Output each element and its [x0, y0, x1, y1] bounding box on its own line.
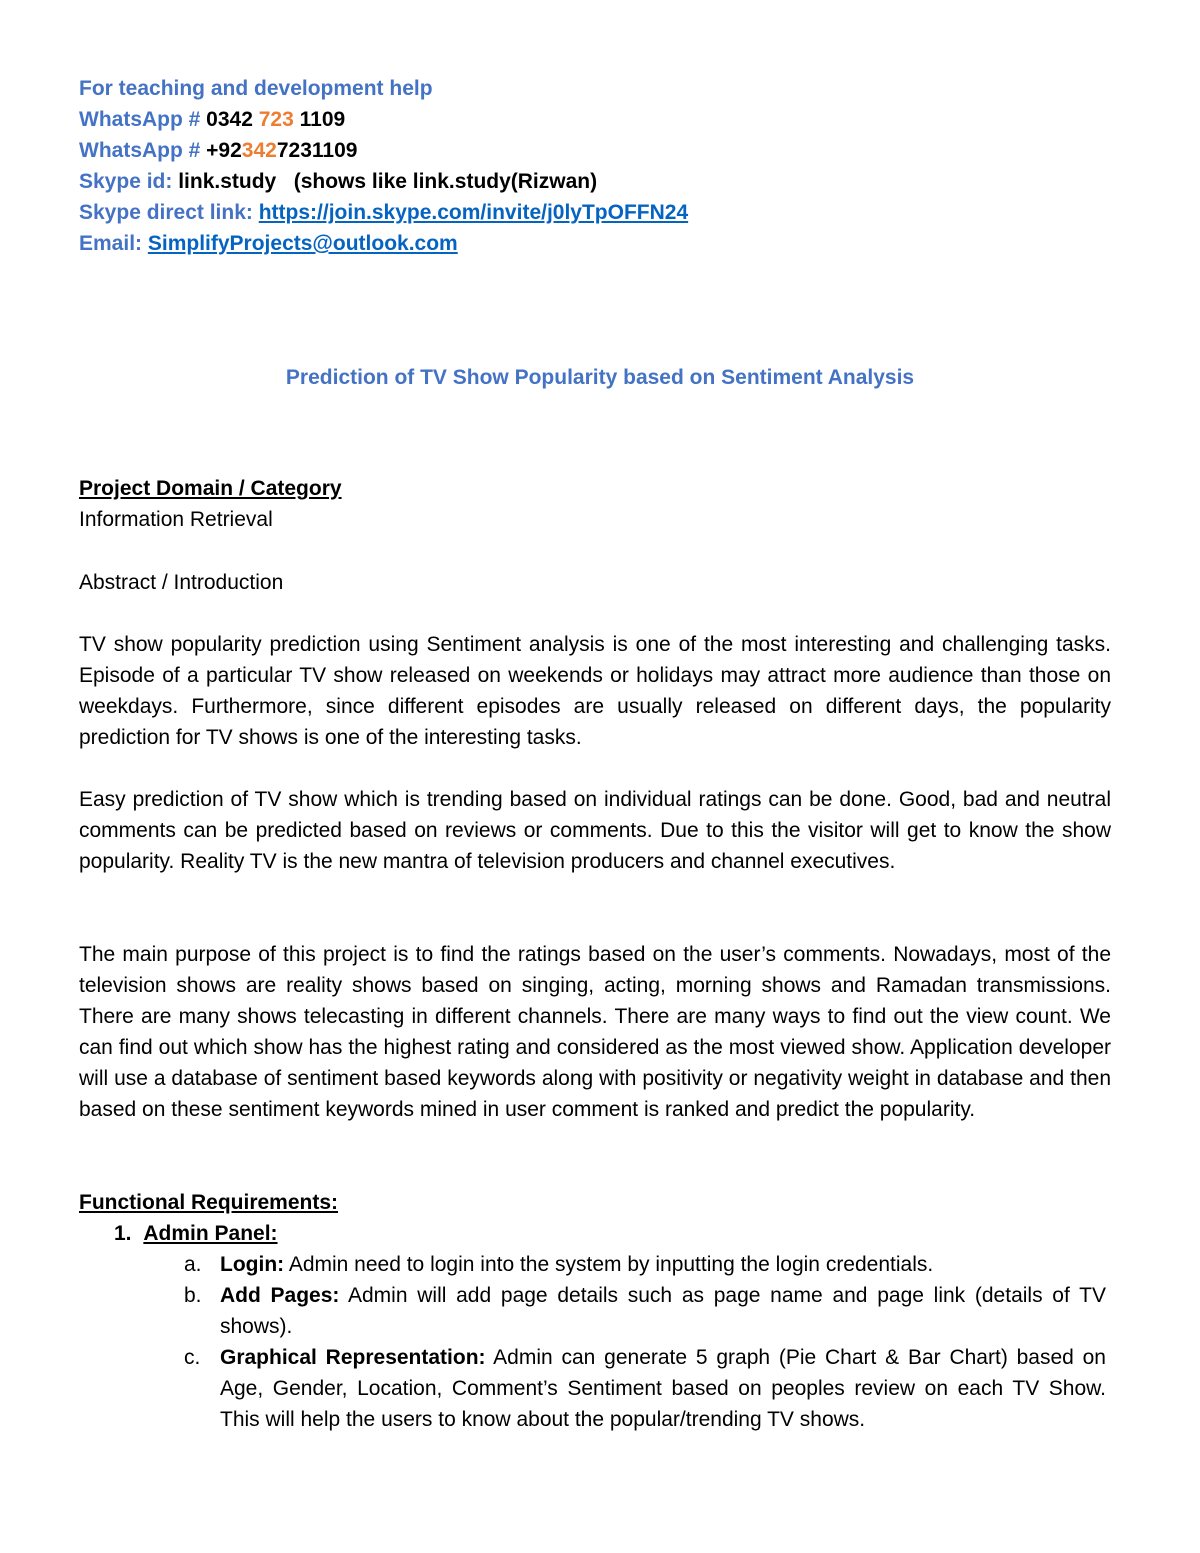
- admin-panel-item: [114, 1218, 1114, 1249]
- email-link[interactable]: SimplifyProjects@outlook.com: [147, 232, 458, 255]
- list-item-graphical-representation: c. Graphical Representation: Admin can generate 5 graph (Pie Chart & Bar Chart) based on Age, Gender, Location, Comment’s Sentiment based on peoples review on each TV Show. This will help the users to know about the popular/trending TV shows.: [184, 1346, 1106, 1431]
- contact-heading: For teaching and development help: [79, 77, 433, 100]
- domain-value: Information Retrieval: [79, 508, 273, 531]
- domain-heading: Project Domain / Category: [79, 477, 342, 500]
- document-title: Prediction of TV Show Popularity based on Sentiment Analysis: [285, 366, 915, 389]
- abstract-heading: Abstract / Introduction: [79, 571, 284, 594]
- abstract-paragraph-2: Easy prediction of TV show which is trending based on individual ratings can be done. Good, bad and neutral comments can be predicted based on reviews or comments. Due to this the visitor will get to know the show popularity. Reality TV is the new mantra of television producers and channel executives.: [79, 788, 1111, 873]
- skype-direct-link[interactable]: https://join.skype.com/invite/j0lyTpOFFN24: [258, 201, 689, 224]
- contact-block: [79, 73, 1111, 259]
- list-item-add-pages: b. Add Pages: Admin will add page details such as page name and page link (details of TV shows).: [184, 1284, 1106, 1338]
- list-item-login: a. Login: Admin need to login into the system by inputting the login credentials.: [184, 1253, 934, 1276]
- abstract-paragraph-1: TV show popularity prediction using Sentiment analysis is one of the most interesting and challenging tasks. Episode of a particular TV show released on weekends or holidays may attract more audience than those on weekdays. Furthermore, since different episodes are usually released on different days, the popularity prediction for TV shows is one of the interesting tasks.: [79, 633, 1111, 749]
- email-line: Email: SimplifyProjects@outlook.com: [79, 232, 458, 255]
- whatsapp-line-1: WhatsApp # 0342 723 1109: [79, 108, 346, 131]
- skype-link-line: Skype direct link: https://join.skype.com/invite/j0lyTpOFFN24: [79, 201, 689, 224]
- domain-section: [79, 473, 1111, 535]
- skype-id-line: Skype id: link.study (shows like link.study(Rizwan): [79, 170, 598, 193]
- functional-heading: Functional Requirements:: [79, 1191, 339, 1214]
- abstract-paragraph-3: The main purpose of this project is to find the ratings based on the user’s comments. Nowadays, most of the television shows are reality shows based on singing, acting, morning shows and Ramadan transmissions. There are many shows telecasting in different channels. There are many ways to find out the view count. We can find out which show has the highest rating and considered as the most viewed show. Application developer will use a database of sentiment based keywords along with positivity or negativity weight in database and then based on these sentiment keywords mined in user comment is ranked and predict the popularity.: [79, 943, 1111, 1121]
- admin-number: 1.: [114, 1222, 132, 1245]
- admin-heading: Admin Panel:: [143, 1222, 278, 1245]
- whatsapp-line-2: WhatsApp # +923427231109: [79, 139, 358, 162]
